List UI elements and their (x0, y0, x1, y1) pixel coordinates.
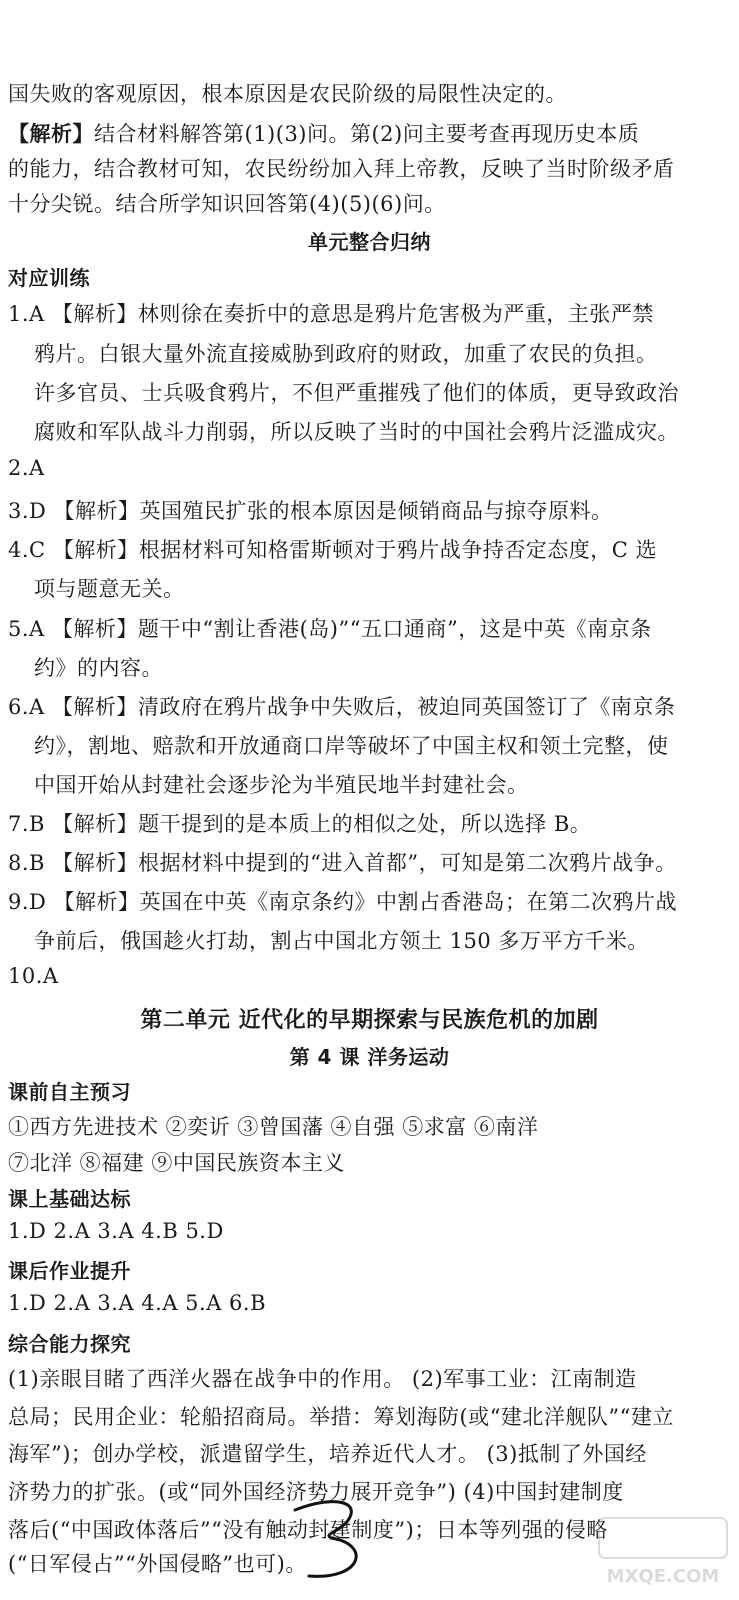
text-line: 的能力，结合教材可知，农民纷纷加入拜上帝教，反映了当时阶级矛盾 (8, 157, 675, 181)
answer-line: 腐败和军队战斗力削弱，所以反映了当时的中国社会鸦片泛滥成灾。 (34, 420, 679, 444)
answer-line: 5.A 【解析】题干中“割让香港(岛)”“五口通商”，这是中英《南京条 (8, 617, 652, 641)
answer-line: 9.D 【解析】英国在中英《南京条约》中割占香港岛；在第二次鸦片战 (8, 890, 678, 914)
answer-line: 3.D 【解析】英国殖民扩张的根本原因是倾销商品与掠夺原料。 (8, 499, 613, 523)
section-heading: 课后作业提升 (8, 1259, 131, 1283)
answer-line: 1.D 2.A 3.A 4.B 5.D (8, 1219, 224, 1243)
section-heading: 对应训练 (8, 266, 90, 290)
answer-line: 项与题意无关。 (34, 577, 185, 601)
section-heading: 课上基础达标 (8, 1187, 131, 1211)
unit-summary-heading: 单元整合归纳 (308, 230, 431, 254)
svg-text:MXQE.COM: MXQE.COM (606, 1566, 720, 1587)
answer-line: 许多官员、士兵吸食鸦片，不但严重摧残了他们的体质，更导致政治 (34, 381, 679, 405)
text-line (8, 118, 639, 148)
answer-line: 1.A 【解析】林则徐在奏折中的意思是鸦片危害极为严重，主张严禁 (8, 302, 654, 326)
text-span: 结合材料解答第(1)(3)问。第(2)问主要考查再现历史本质 (94, 122, 640, 146)
answer-line: 海军”)；创办学校，派遣留学生，培养近代人才。 (3)抵制了外国经 (8, 1442, 647, 1466)
answer-line: 总局；民用企业：轮船招商局。举措：筹划海防(或“建北洋舰队”“建立 (8, 1405, 674, 1429)
watermark-logo (593, 1514, 733, 1594)
answer-line: (“日军侵占”“外国侵略”也可)。 (8, 1552, 307, 1576)
text-line: 国失败的客观原因，根本原因是农民阶级的局限性决定的。 (8, 82, 567, 106)
answer-line: (1)亲眼目睹了西洋火器在战争中的作用。 (2)军事工业：江南制造 (8, 1367, 637, 1391)
text-line: 十分尖锐。结合所学知识回答第(4)(5)(6)问。 (8, 192, 446, 216)
answer-line: 2.A (8, 456, 45, 480)
answer-line: 10.A (8, 964, 59, 988)
section-heading: 综合能力探究 (8, 1332, 131, 1356)
unit-title: 第二单元 近代化的早期探索与民族危机的加剧 (140, 1008, 599, 1033)
answer-line: 争前后，俄国趁火打劫，割占中国北方领土 150 多万平方千米。 (34, 929, 649, 953)
answer-line: 约》的内容。 (34, 656, 163, 680)
answer-line: 中国开始从封建社会逐步沦为半殖民地半封建社会。 (34, 773, 529, 797)
answer-line: 济势力的扩张。(或“同外国经济势力展开竞争”) (4)中国封建制度 (8, 1480, 624, 1504)
answer-line: ⑦北洋 ⑧福建 ⑨中国民族资本主义 (8, 1151, 345, 1175)
answer-line: 7.B 【解析】题干提到的是本质上的相似之处，所以选择 B。 (8, 812, 592, 836)
answer-line: 6.A 【解析】清政府在鸦片战争中失败后，被迫同英国签订了《南京条 (8, 695, 676, 719)
answer-line: ①西方先进技术 ②奕䜣 ③曾国藩 ④自强 ⑤求富 ⑥南洋 (8, 1115, 539, 1139)
answer-line: 约》，割地、赔款和开放通商口岸等破坏了中国主权和领土完整，使 (34, 734, 669, 758)
lesson-title: 第 4 课 洋务运动 (289, 1045, 450, 1069)
answer-line: 1.D 2.A 3.A 4.A 5.A 6.B (8, 1291, 267, 1315)
answer-line: 鸦片。白银大量外流直接威胁到政府的财政，加重了农民的负担。 (34, 342, 658, 366)
answer-line: 落后(“中国政体落后”“没有触动封建制度”)；日本等列强的侵略 (8, 1518, 608, 1542)
answer-line: 4.C 【解析】根据材料可知格雷斯顿对于鸦片战争持否定态度，C 选 (8, 538, 658, 562)
analysis-tag: 【解析】 (8, 122, 94, 146)
answer-line: 8.B 【解析】根据材料中提到的“进入首都”，可知是第二次鸦片战争。 (8, 851, 677, 875)
section-heading: 课前自主预习 (8, 1080, 131, 1104)
